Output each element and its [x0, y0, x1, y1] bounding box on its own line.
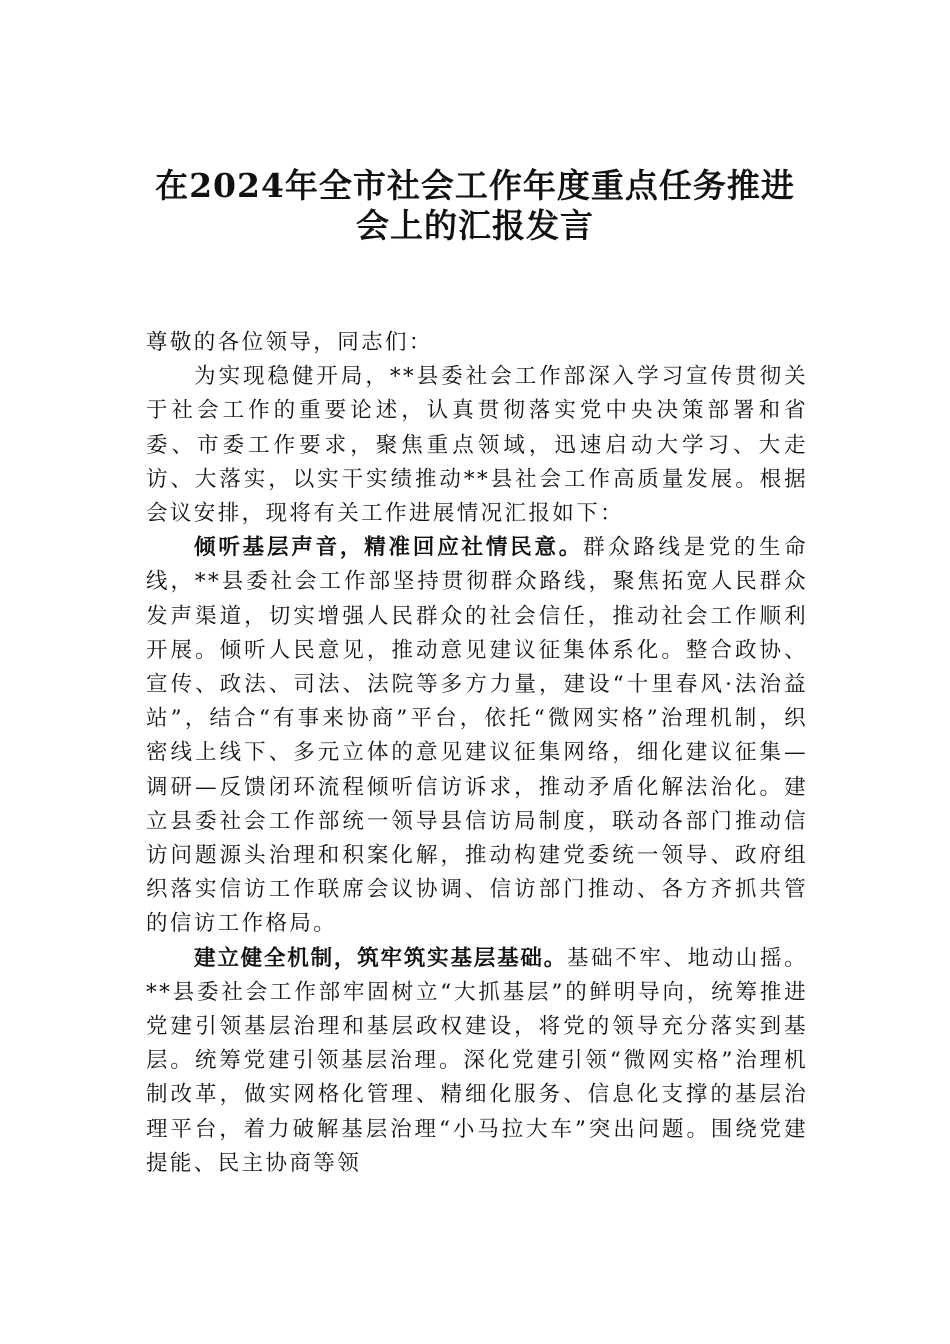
section-2-paragraph — [146, 942, 808, 1181]
section-2-heading: 建立健全机制，筑牢筑实基层基础。 — [194, 945, 568, 971]
document-title-line-2: 会上的汇报发言 — [356, 206, 594, 245]
intro-paragraph: 为实现稳健开局，**县委社会工作部深入学习宣传贯彻关于社会工作的重要论述，认真贯彻落实党中央决策部署和省委、市委工作要求，聚焦重点领域，迅速启动大学习、大走访、大落实，以实干实绩推动**县社会工作高质量发展。根据会议安排，现将有关工作进展情况汇报如下： — [146, 364, 808, 527]
section-2-text: 基础不牢、地动山摇。**县委社会工作部牢固树立“大抓基层”的鲜明导向，统筹推进党建引领基层治理和基层政权建设，将党的领导充分落实到基层。统筹党建引领基层治理。深化党建引领“微网实格”治理机制改革，做实网格化管理、精细化服务、信息化支撑的基层治理平台，着力破解基层治理“小马拉大车”突出问题。围绕党建提能、民主协商等领 — [146, 945, 808, 1176]
document-body — [146, 326, 808, 1181]
section-1-paragraph — [146, 531, 808, 941]
document-title-line-1: 在2024年全市社会工作年度重点任务推进 — [155, 166, 795, 205]
section-1-heading: 倾听基层声音，精准回应社情民意。 — [194, 535, 584, 561]
section-1-text: 群众路线是党的生命线，**县委社会工作部坚持贯彻群众路线，聚焦拓宽人民群众发声渠道，切实增强人民群众的社会信任，推动社会工作顺利开展。倾听人民意见，推动意见建议征集体系化。整合政协、宣传、政法、司法、法院等多方力量，建设“十里春风·法治益站”，结合“有事来协商”平台，依托“微网实格”治理机制，织密线上线下、多元立体的意见建议征集网络，细化建议征集—调研—反馈闭环流程倾听信访诉求，推动矛盾化解法治化。建立县委社会工作部统一领导县信访局制度，联动各部门推动信访问题源头治理和积案化解，推动构建党委统一领导、政府组织落实信访工作联席会议协调、信访部门推动、各方齐抓共管的信访工作格局。 — [146, 535, 808, 937]
salutation: 尊敬的各位领导，同志们： — [146, 330, 433, 355]
